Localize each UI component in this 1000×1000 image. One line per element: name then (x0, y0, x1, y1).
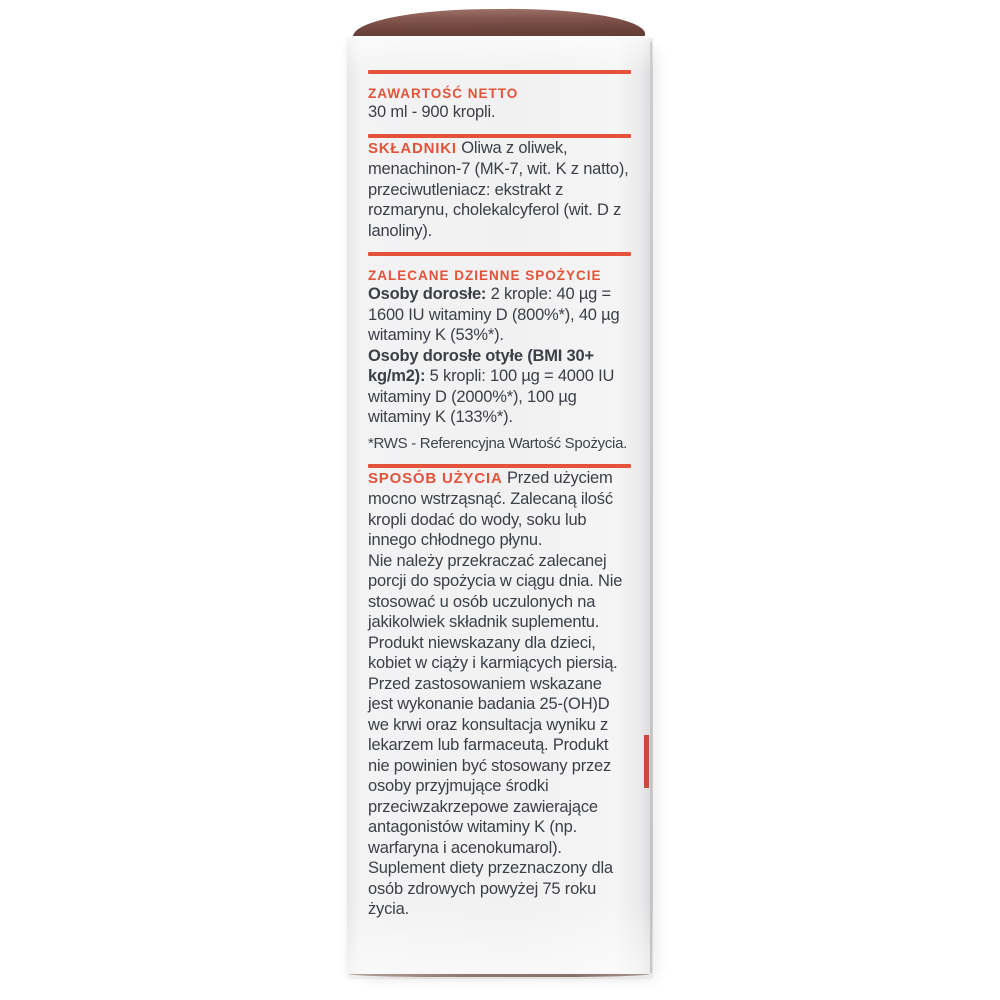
daily-intake-obese-lead: Osoby dorosłe otyłe (BMI 30+ kg/m2): (368, 346, 594, 385)
daily-intake-obese (368, 346, 631, 428)
daily-intake-adults (368, 284, 631, 346)
daily-intake-adults-lead: Osoby dorosłe: (368, 285, 487, 303)
daily-intake-adults-text: 2 krople: 40 µg = 1600 IU witaminy D (800%*), 40 µg witaminy K (53%*). (368, 285, 620, 344)
section-divider (368, 70, 631, 74)
section-usage (368, 468, 631, 551)
usage-text: Przed użyciem mocno wstrząsnąć. Zalecaną ilość kropli dodać do wody, soku lub innego chłodnego płynu. (368, 468, 613, 549)
daily-intake-heading: ZALECANE DZIENNE SPOŻYCIE (368, 268, 602, 283)
rws-footnote: *RWS - Referencyjna Wartość Spożycia. (368, 434, 627, 452)
section-net-content (368, 85, 631, 123)
usage-paragraph (368, 468, 631, 551)
box-bottom-edge (349, 974, 650, 977)
daily-intake-obese-text: 5 kropli: 100 µg = 4000 IU witaminy D (2000%*), 100 µg witaminy K (133%*). (368, 367, 615, 426)
product-box (347, 0, 653, 1000)
section-warnings (368, 551, 631, 920)
side-red-stripe (644, 735, 649, 788)
box-front-panel (347, 36, 653, 979)
label-content (368, 38, 631, 920)
section-daily-intake (368, 267, 631, 453)
net-content-heading: ZAWARTOŚĆ NETTO (368, 86, 519, 101)
section-divider (368, 252, 631, 256)
section-ingredients (368, 138, 631, 242)
ingredients-text: Oliwa z oliwek, menachinon-7 (MK-7, wit. K z natto), przeciwutleniacz: ekstrakt z rozmarynu, cholekalcyferol (wit. D z lanoliny). (368, 138, 629, 240)
ingredients-paragraph (368, 138, 631, 242)
warnings-paragraph: Nie należy przekraczać zalecanej porcji do spożycia w ciągu dnia. Nie stosować u osób uczulonych na jakikolwiek składnik suplementu. Produkt niewskazany dla dzieci, kobiet w ciąży i karmiących piersią. Przed zastosowaniem wskazane jest wykonanie badania 25-(OH)D we krwi oraz konsultacja wyniku z lekarzem lub farmaceutą. Produkt nie powinien być stosowany przez osoby przyjmujące środki przeciwzakrzepowe zawierające antagonistów witaminy K (np. warfaryna i acenokumarol). Suplement diety przeznaczony dla osób zdrowych powyżej 75 roku życia. (368, 551, 623, 918)
net-content-value: 30 ml - 900 kropli. (368, 103, 496, 121)
usage-heading: SPOSÓB UŻYCIA (368, 469, 503, 487)
ingredients-heading: SKŁADNIKI (368, 139, 457, 157)
box-right-crease (650, 42, 652, 973)
